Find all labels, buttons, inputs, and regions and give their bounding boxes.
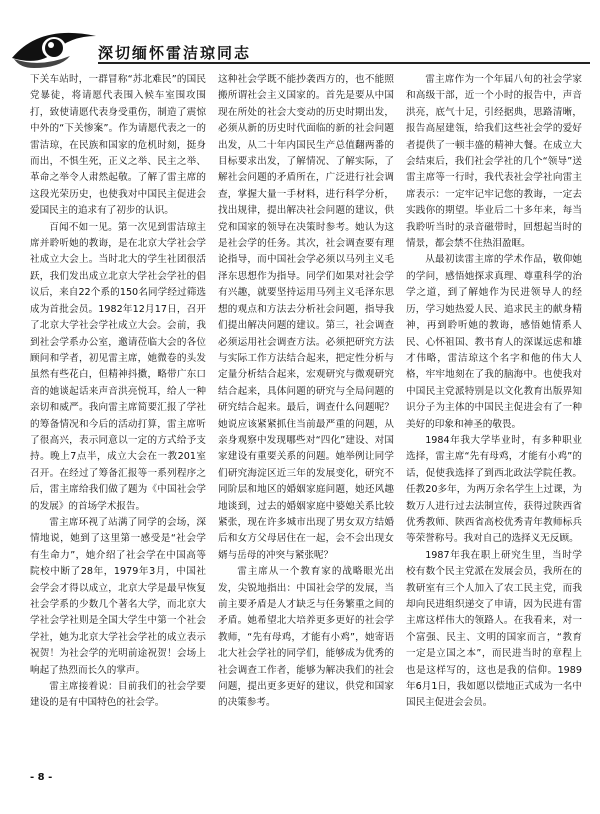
paragraph: 从最初读雷主席的学术作品，敬仰她的学问，感悟她探求真理、尊重科学的治学之道，到了解她作为民进领导人的经历，学习她热爱人民、追求民主的献身精神，再到聆听她的教诲，感悟她情系人民、心怀祖国、教书育人的深谋远虑和雄才伟略，雷洁琼这个名字和他的伟大人格，牢牢地刻在了我的脑海中。也使我对中国民主党派特别是以文化教育出版界知识分子为主体的中国民主促进会有了一种美好的印象和神圣的敬畏。 [406, 254, 582, 430]
paragraph: 1987年我在职上研究生里，当时学校有数个民主党派在发展会员，我所在的教研室有三个人加入了农工民主党，而我却向民进组织递交了申请，因为民进有雷主席这样伟大的领路人。在我看来，对一个富强、民主、文明的国家而言，“教育一定是立国之本”，而民进当时的章程上也是这样写的，这也是我的信仰。1989年6月1日，我如愿以偿地正式成为一名中国民主促进会会员。 [406, 549, 582, 709]
paragraph: 下关车站时，一群冒称“苏北难民”的国民党暴徒，将请愿代表围入候车室围攻围打，致使请愿代表身受重伤，制造了震惊中外的“下关惨案”。作为请愿代表之一的雷洁琼，在民族和国家的危机时刻，挺身而出，不惧生死，正义之举、民主之举、革命之举令人肃然起敬。了解了雷主席的这段光荣历史，也使我对中国民主促进会爱国民主的追求有了初步的认识。 [30, 74, 206, 217]
article-body [30, 72, 582, 740]
paragraph: 雷主席环视了站满了同学的会场，深情地说，她到了这里第一感受是“社会学有生命力”，她介绍了社会学在中国高等院校中断了28年，1979年3月，中国社会学会才得以成立，北京大学是最早恢复社会学系的少数几个著名大学，而北京大学社会学社则是全国大学生中第一个社会学社，她为北京大学社会学社的成立表示祝贺！为社会学的光明前途祝贺！会场上响起了热烈而长久的掌声。 [30, 516, 206, 676]
paragraph: 雷主席接着说：目前我们的社会学要建设的是有中国特色的社会学。 [30, 681, 206, 709]
paragraph: 雷主席作为一个年届八旬的社会学家和高级干部，近一个小时的报告中，声音洪亮，底气十足，引经据典，思路清晰，报告高屋建瓴，给我们这些社会学的爱好者提供了一顿丰盛的精神大餐。在成立大会结束后，我们社会学社的几个“领导”送雷主席等一行时，我代表社会学社向雷主席表示：一定牢记牢记您的教诲，一定去实践你的期望。毕业后二十多年来，每当我聆听当时的录音磁带时，回想起当时的情景，都会禁不住热泪盈眶。 [406, 74, 582, 250]
column-2 [218, 72, 394, 740]
paragraph: 这种社会学既不能抄袭西方的，也不能照搬所谓社会主义国家的。首先是要从中国现在所处的社会大变动的历史时期出发，必须从新的历史时代面临的新的社会问题出发，从二十年内国民生产总值翻两番的目标要求出发，了解情况、了解实际，了解社会问题的矛盾所在，广泛进行社会调查，掌握大量一手材料，进行科学分析，找出规律，提出解决社会问题的建议，供党和国家的领导在决策时参考。她认为这是社会学的任务。其次，社会调查要有理论指导，而中国社会学必须以马列主义毛泽东思想作为指导。同学们如果对社会学有兴趣，就要坚持运用马列主义毛泽东思想的观点和方法去分析社会问题，指导我们提出解决问题的建议。第三，社会调查必须运用社会调查方法。必须把研究方法与实际工作方法结合起来，把定性分析与定量分析结合起来，宏观研究与微观研究结合起来，具体问题的研究与全局问题的研究结合起来。最后，调查什么问题呢？她说应该紧紧抓住当前最严重的问题，从亲身观察中发现哪些对“四化”建设、对国家建设有重要关系的问题。她举例让同学们研究海淀区近三年的发展变化，研究不同阶层和地区的婚姻家庭问题，她还风趣地谈到，过去的婚姻家庭中婆媳关系比较紧张，现在许多城市出现了男女双方结婚后和女方父母居住在一起，会不会出现女婿与岳母的冲突与紧张呢？ [218, 74, 394, 561]
column-1 [30, 72, 206, 740]
paragraph: 百闻不如一见。第一次见到雷洁琼主席并聆听她的教诲，是在北京大学社会学社成立大会上。当时北大的学生社团很活跃，我们发出成立北京大学社会学社的倡议后，来自22个系的150名同学经过筛选成为首批会员。1982年12月17日，召开了北京大学社会学社成立大会。会前，我到社会学系办公室，邀请莅临大会的各位顾问和学者，初见雷主席，她微卷的头发虽然有些花白，但精神抖擞，略带广东口音的她谈起话来声音洪亮悦耳，给人一种亲切和威严。我向雷主席简要汇报了学社的筹备情况和今后的活动打算，雷主席听了很高兴，表示同意以一定的方式给予支持。晚上7点半，成立大会在一教201室召开。在经过了筹备汇报等一系列程序之后，雷主席给我们做了题为《中国社会学的发展》的首场学术报告。 [30, 221, 206, 512]
eye-logo-icon [10, 28, 98, 70]
page-number: - 8 - [30, 772, 53, 783]
page-title: 深切缅怀雷洁琼同志 [98, 44, 252, 62]
page-header [10, 28, 590, 70]
paragraph: 1984年我大学毕业时，有多种职业选择，雷主席“先有母鸡，才能有小鸡”的话，促使我选择了到西北政法学院任教。任教20多年，为两万余名学生上过课，为数万人进行过去法制宣传，获得过陕西省优秀教师、陕西省高校优秀青年教师标兵等荣誉称号。我对自己的选择义无反顾。 [406, 434, 582, 545]
column-3 [406, 72, 582, 740]
header-divider [98, 62, 590, 64]
paragraph: 雷主席从一个教育家的战略眼光出发，尖锐地指出：中国社会学的发展，当前主要矛盾是人才缺乏与任务繁重之间的矛盾。她希望北大培养更多更好的社会学教师，“先有母鸡，才能有小鸡”，她寄语北大社会学社的同学们，能够成为优秀的社会调查工作者，能够为解决我们的社会问题，提出更多更好的建议，供党和国家的决策参考。 [218, 566, 394, 709]
